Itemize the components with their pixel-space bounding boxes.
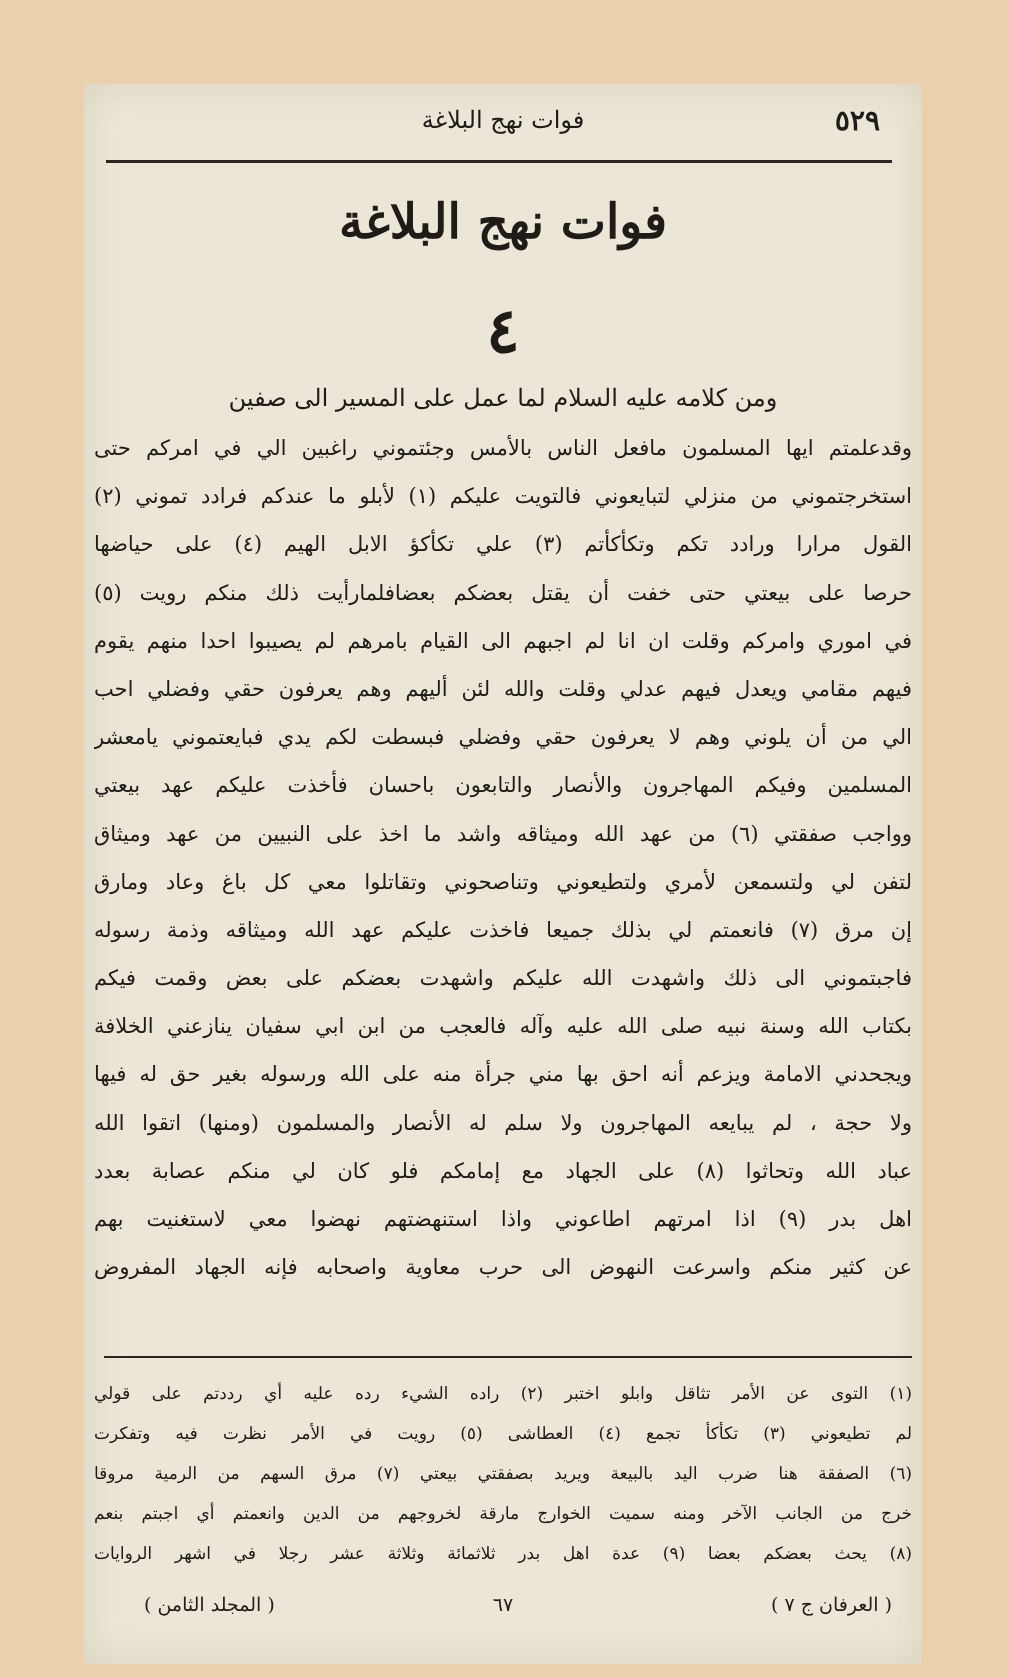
body-line: وواجب صفقتي (٦) من عهد الله وميثاقه واشد ما اخذ على النبيين من عهد وميثاق: [94, 821, 912, 846]
footnote-line: خرج من الجانب الآخر ومنه سميت الخوارج مارقة لخروجهم من الدين وانعمتم أي اجبتم بنعم: [94, 1504, 912, 1524]
body-line: القول مرارا ورادد تكم وتكأكأتم (٣) علي تكأكؤ الابل الهيم (٤) على حياضها: [94, 532, 912, 557]
body-line: إن مرق (٧) فانعمتم لي بذلك جميعا فاخذت عليكم عهد الله وميثاقه وذمة رسوله: [94, 917, 912, 942]
page-number: ٥٢٩: [834, 104, 880, 137]
running-title: فوات نهج البلاغة: [421, 106, 585, 134]
body-line: وقدعلمتم ايها المسلمون مافعل الناس بالأمس وجئتموني راغبين الي في امركم حتى: [94, 436, 912, 460]
chapter-title: فوات نهج البلاغة: [338, 194, 668, 250]
body-line: المسلمين وفيكم المهاجرون والأنصار والتابعون باحسان فأخذت عليكم عهد بيعتي: [94, 773, 912, 798]
footnote-line: (٦) الصفقة هنا ضرب اليد بالبيعة ويريد بصفقتي بيعتي (٧) مرق السهم من الرمية مروقا: [94, 1464, 912, 1484]
body-line: الي من أن يلوني وهم لا يعرفون حقي وفضلي فبسطت لكم يدي فبايعتموني يامعشر: [94, 725, 912, 750]
body-line: فاجبتموني الى ذلك واشهدت الله عليكم واشهدت بعضكم على بعض وقمت فيكم: [94, 966, 912, 991]
body-line: في اموري وامركم وقلت ان انا لم اجبهم الى القيام بامرهم لم يصيبوا احدا منهم يقوم: [94, 628, 912, 653]
footnote-line: (١) التوى عن الأمر تثاقل وابلو اختبر (٢) راده الشيء رده عليه أي رددتم على قولي: [94, 1384, 912, 1404]
folio-number: ٦٧: [492, 1594, 514, 1616]
page-header: [84, 98, 922, 148]
body-line: حرصا على بيعتي حتى خفت أن يقتل بعضكم بعضافلمارأيت ذلك منكم رويت (٥): [94, 580, 912, 605]
page-footer: [84, 1594, 922, 1634]
body-line: عن كثير منكم واسرعت النهوض الى حرب معاوية واصحابه فإنه الجهاد المفروض: [94, 1255, 912, 1280]
body-line: ويجحدني الامامة ويزعم أنه احق بها مني جرأة منه على الله ورسوله بغير حق له فيها: [94, 1062, 912, 1087]
volume-reference: ( المجلد الثامن ): [144, 1594, 275, 1616]
footnote-line: لم تطيعوني (٣) تكأكأ تجمع (٤) العطاشى (٥) رويت في الأمر نظرت فيه وتفكرت: [94, 1424, 912, 1444]
journal-reference: ( العرفان ج ٧ ): [770, 1594, 892, 1616]
intro-line: ومن كلامه عليه السلام لما عمل على المسير الى صفين: [228, 384, 778, 412]
header-rule: [106, 160, 892, 163]
book-page: [84, 84, 922, 1664]
footnote-rule: [104, 1356, 912, 1358]
body-line: فيهم مقامي ويعدل فيهم عدلي وقلت والله لئن أليهم وهم يعرفون حقي وفضلي احب: [94, 676, 912, 701]
footnote-line: (٨) يحث بعضكم بعضا (٩) عدة اهل بدر ثلاثمائة وثلاثة عشر رجلا في اشهر الروايات: [94, 1544, 912, 1564]
section-number: ٤: [486, 294, 520, 367]
body-text: [94, 424, 912, 1291]
body-line: لتفن لي ولتسمعن لأمري ولتطيعوني وتناصحوني وتقاتلوا معي كل باغ وعاد ومارق: [94, 869, 912, 894]
body-line: اهل بدر (٩) اذا امرتهم اطاعوني واذا استنهضتهم نهضوا معي لاستغنيت بهم: [94, 1207, 912, 1231]
body-line: ولا حجة ، لم يبايعه المهاجرون ولا سلم له الأنصار والمسلمون (ومنها) اتقوا الله: [94, 1110, 912, 1135]
body-line: استخرجتموني من منزلي لتبايعوني فالتويت عليكم (١) لأبلو ما عندكم فرادد تموني (٢): [94, 484, 912, 509]
body-line: عباد الله وتحاثوا (٨) على الجهاد مع إمامكم فلو كان لي منكم عصابة بعدد: [94, 1158, 912, 1183]
body-line: بكتاب الله وسنة نبيه صلى الله عليه وآله فالعجب من ابن ابي سفيان ينازعني الخلافة: [94, 1014, 912, 1039]
footnotes: [94, 1374, 912, 1574]
